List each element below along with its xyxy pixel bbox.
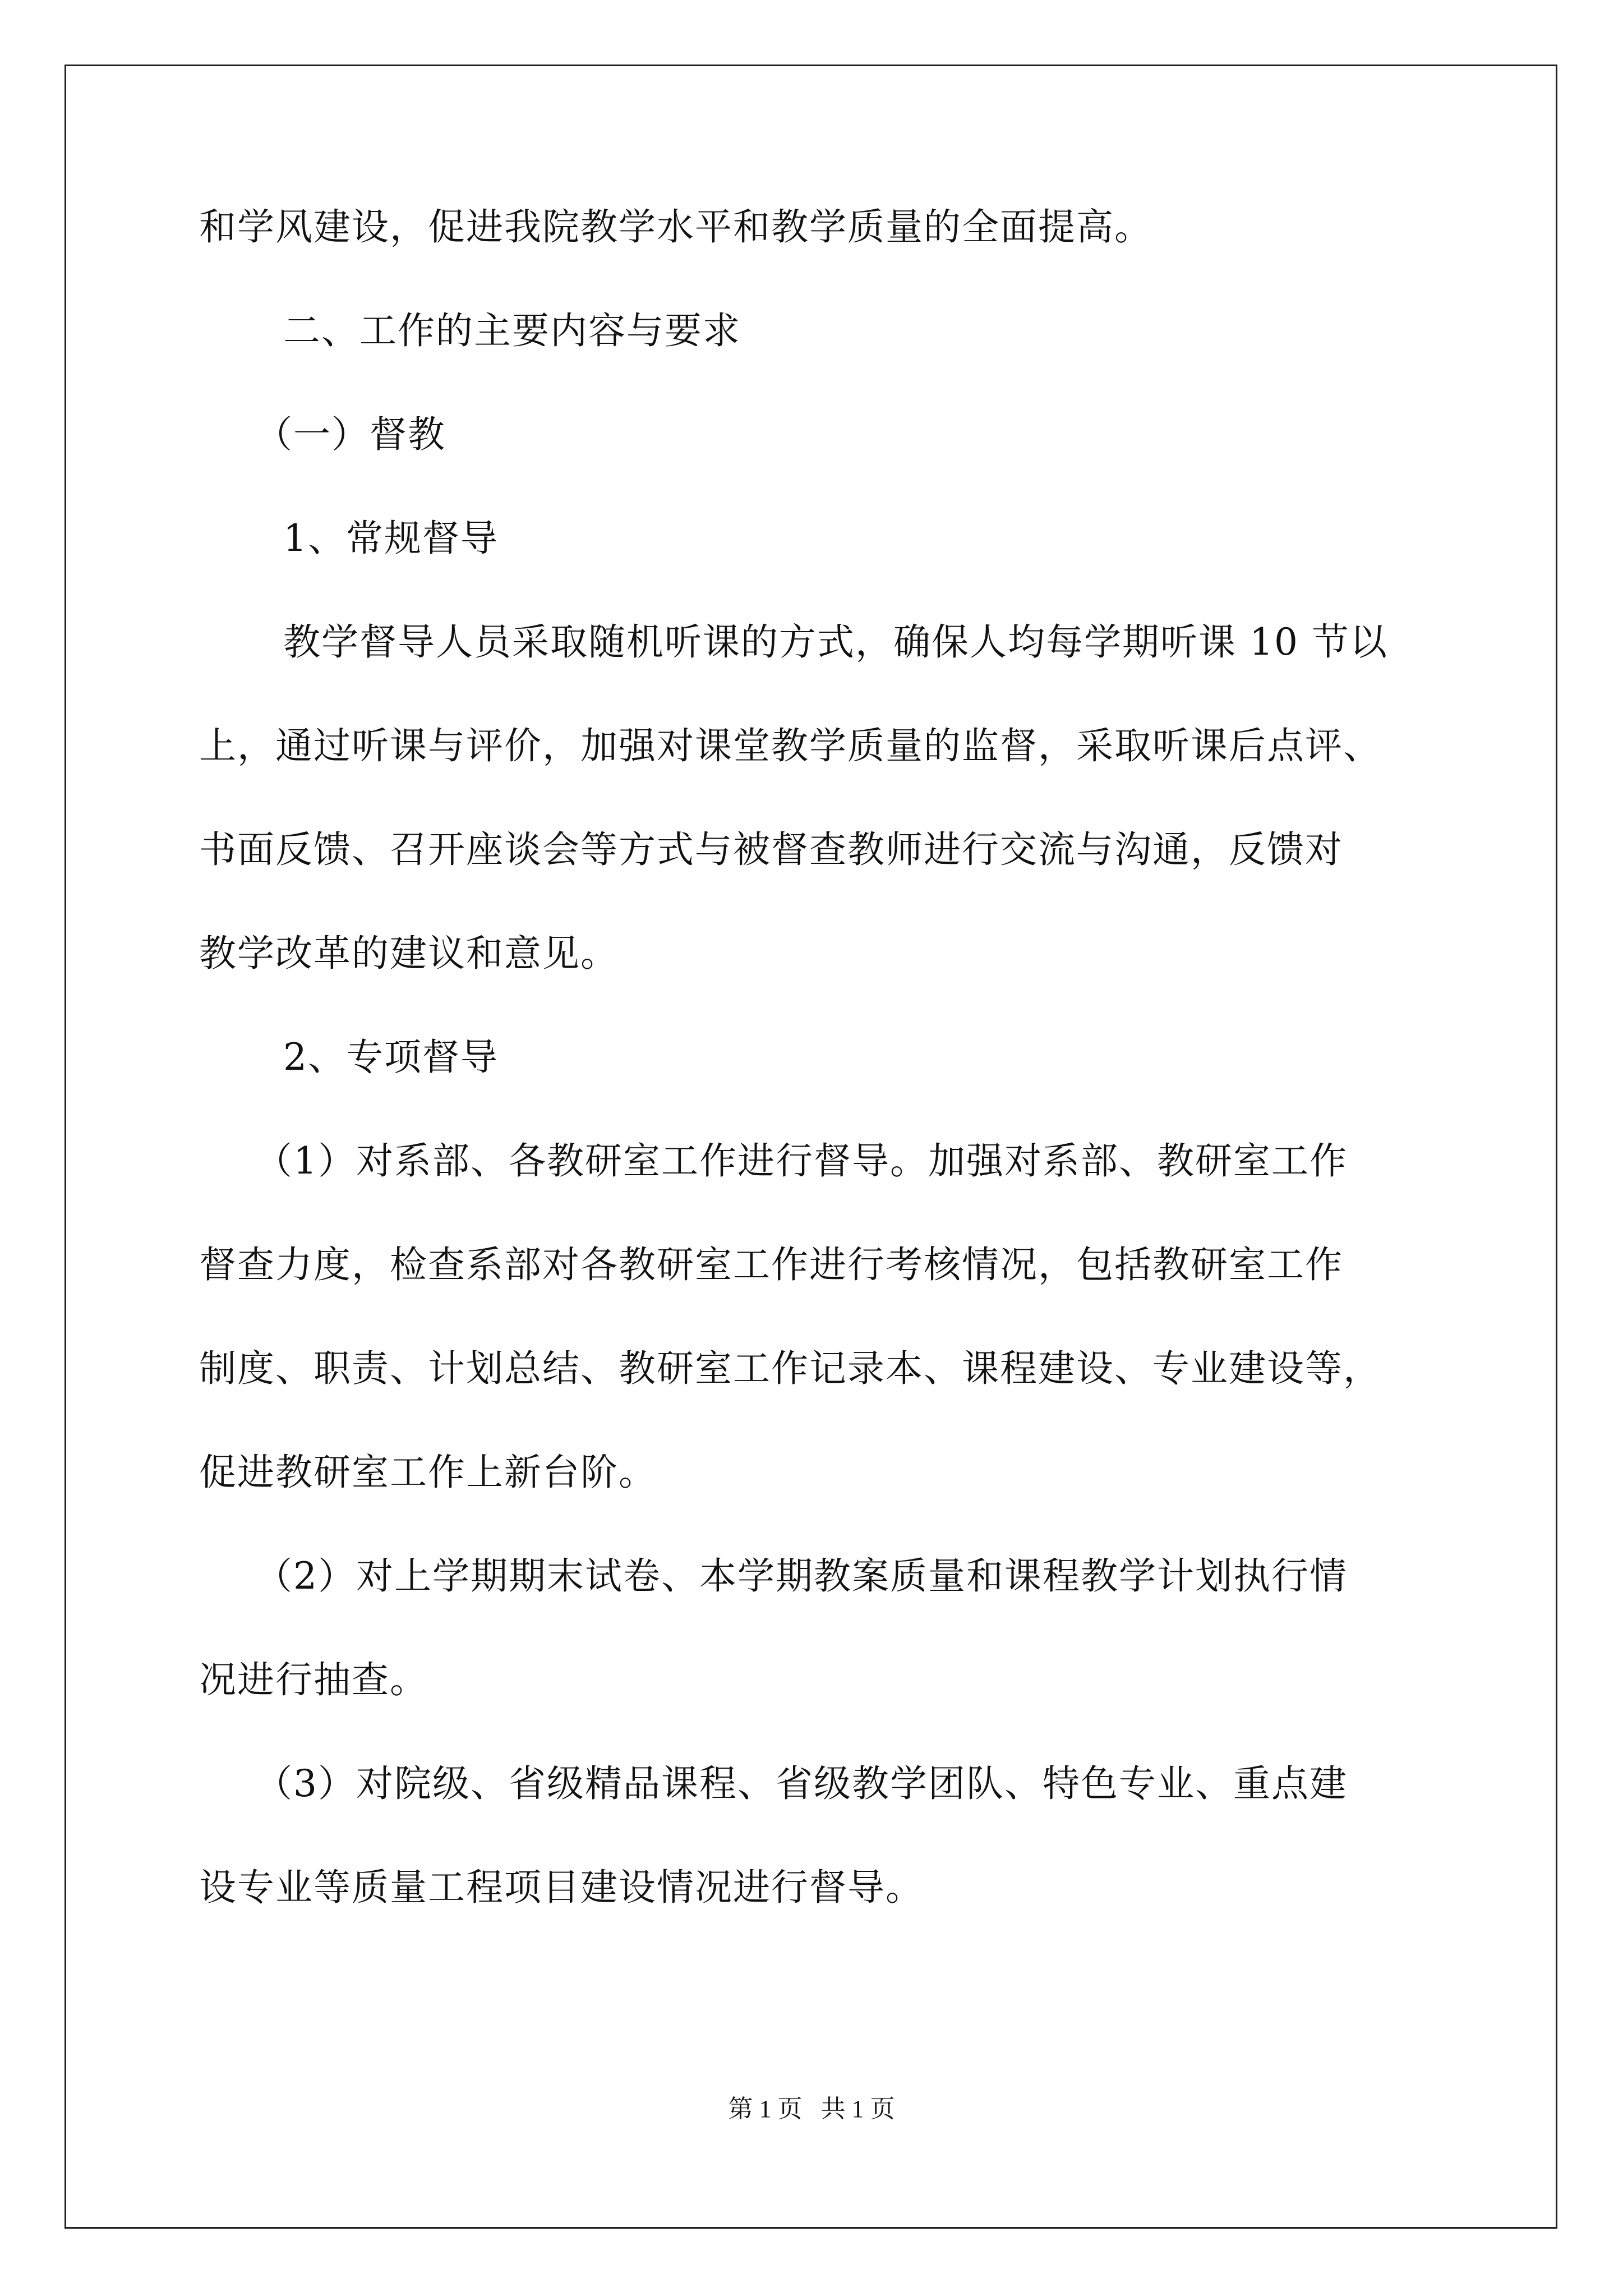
paragraph-line: 制度、职责、计划总结、教研室工作记录本、课程建设、专业建设等， [199,1347,1381,1390]
paragraph-line: 督查力度，检查系部对各教研室工作进行考核情况，包括教研室工作 [199,1243,1343,1286]
subsection-heading: （一）督教 [255,413,446,456]
section-heading: 二、工作的主要内容与要求 [283,309,741,352]
paragraph-line: （3）对院级、省级精品课程、省级教学团队、特色专业、重点建 [255,1762,1348,1805]
page-footer: 第 1 页 共 1 页 [728,2095,895,2123]
paragraph-line: （2）对上学期期末试卷、本学期教案质量和课程教学计划执行情 [255,1554,1348,1598]
paragraph-line: 教学督导人员采取随机听课的方式，确保人均每学期听课 10 节以 [283,620,1388,664]
paragraph-line: 设专业等质量工程项目建设情况进行督导。 [199,1866,924,1909]
paragraph-line: 和学风建设，促进我院教学水平和教学质量的全面提高。 [199,205,1152,249]
item-heading: 2、专项督导 [283,1036,499,1079]
paragraph-line: 况进行抽查。 [199,1658,428,1701]
paragraph-line: （1）对系部、各教研室工作进行督导。加强对系部、教研室工作 [255,1139,1348,1182]
paragraph-line: 教学改革的建议和意见。 [199,932,619,975]
item-heading: 1、常规督导 [283,517,499,560]
paragraph-line: 书面反馈、召开座谈会等方式与被督查教师进行交流与沟通，反馈对 [199,828,1343,871]
paragraph-line: 促进教研室工作上新台阶。 [199,1451,657,1494]
paragraph-line: 上，通过听课与评价，加强对课堂教学质量的监督，采取听课后点评、 [199,724,1381,767]
